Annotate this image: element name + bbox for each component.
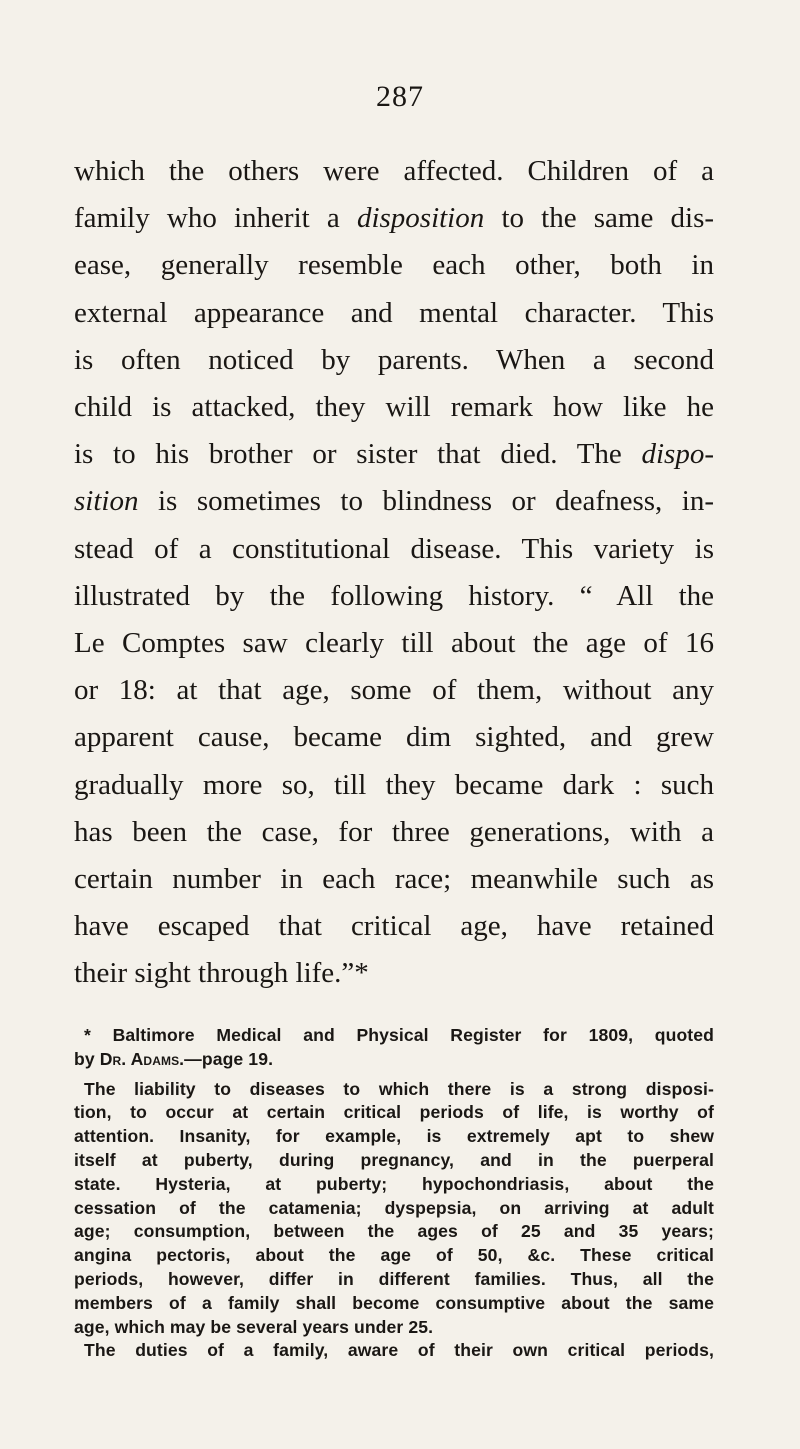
text-line: is often noticed by parents. When a second xyxy=(74,343,714,376)
footnote xyxy=(74,1024,714,1072)
note-line: The duties of a family, aware of their own critical periods, xyxy=(84,1340,714,1361)
note-line: periods, however, differ in different families. Thus, all the xyxy=(74,1268,714,1289)
text-line: certain number in each race; meanwhile such as xyxy=(74,863,714,896)
note-line: state. Hysteria, at puberty; hypochondriasis, about the xyxy=(74,1173,714,1194)
text-line: apparent cause, became dim sighted, and grew xyxy=(74,721,714,754)
text-segment: family who inherit a xyxy=(74,202,340,235)
footnote-section xyxy=(74,1024,714,1363)
note-line: age; consumption, between the ages of 25 and 35 years; xyxy=(74,1221,714,1242)
text-line: child is attacked, they will remark how like he xyxy=(74,391,714,424)
text-line: has been the case, for three generations, with a xyxy=(74,815,714,848)
text-line: have escaped that critical age, have retained xyxy=(74,910,714,943)
text-line: their sight through life.”* xyxy=(74,957,369,990)
text-segment: to the same dis- xyxy=(501,202,715,235)
text-line xyxy=(74,195,714,242)
page-number: 287 xyxy=(376,80,424,113)
note-line: members of a family shall become consumptive about the same xyxy=(74,1292,714,1313)
text-line: illustrated by the following history. “ All the xyxy=(74,579,714,612)
italic-term: sition xyxy=(74,485,139,518)
text-line: or 18: at that age, some of them, without any xyxy=(74,674,714,707)
text-line: ease, generally resemble each other, both in xyxy=(74,249,714,282)
text-line: Le Comptes saw clearly till about the age of 16 xyxy=(74,627,714,660)
text-line: stead of a constitutional disease. This variety is xyxy=(74,532,714,565)
text-line xyxy=(74,431,714,478)
italic-term: disposition xyxy=(356,202,485,235)
note-line: cessation of the catamenia; dyspepsia, on arriving at adult xyxy=(74,1197,714,1218)
footnote-line xyxy=(74,1048,714,1072)
author-name: Dr. Adams xyxy=(99,1048,180,1069)
text-segment: .—page 19. xyxy=(179,1048,274,1069)
text-line: which the others were affected. Children of a xyxy=(74,155,714,187)
editor-note xyxy=(74,1078,714,1364)
text-segment: is sometimes to blindness or deafness, in- xyxy=(157,485,715,518)
text-segment: is to his brother or sister that died. The xyxy=(74,438,622,471)
note-line: itself at puberty, during pregnancy, and in the puerperal xyxy=(74,1149,714,1170)
note-line: age, which may be several years under 25. xyxy=(74,1316,434,1337)
text-line: external appearance and mental character. This xyxy=(74,296,714,329)
note-line: The liability to diseases to which there is a strong disposi- xyxy=(84,1078,714,1099)
note-line: attention. Insanity, for example, is extremely apt to shew xyxy=(74,1126,714,1147)
text-line xyxy=(74,478,714,525)
main-paragraph xyxy=(74,148,714,998)
note-line: tion, to occur at certain critical periods of life, is worthy of xyxy=(74,1102,714,1123)
footnote-line: * Baltimore Medical and Physical Register for 1809, quoted xyxy=(84,1025,714,1045)
italic-term: dispo- xyxy=(641,438,714,471)
text-line: gradually more so, till they became dark : such xyxy=(74,768,714,801)
note-line: angina pectoris, about the age of 50, &c. These critical xyxy=(74,1245,714,1266)
text-segment: by xyxy=(74,1048,95,1069)
